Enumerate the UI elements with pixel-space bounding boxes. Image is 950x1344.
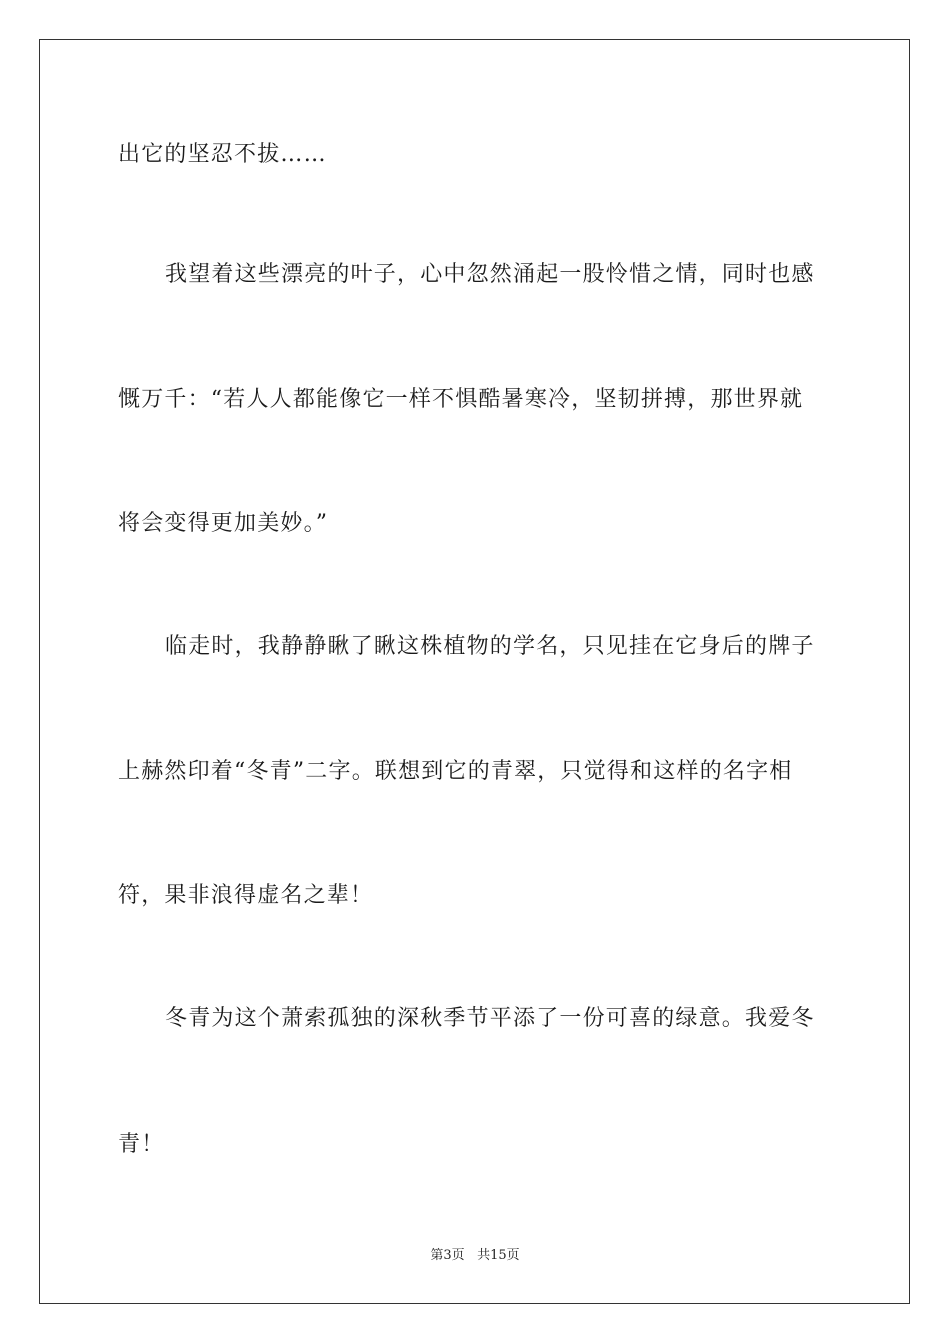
- text-line-3: 慨万千：“若人人都能像它一样不惧酷暑寒冷，坚韧拼搏，那世界就: [118, 387, 804, 412]
- page-total: 共15页: [477, 1248, 520, 1263]
- text-line-1: 出它的坚忍不拔……: [118, 142, 327, 167]
- text-line-4: 将会变得更加美妙。”: [118, 511, 329, 536]
- text-line-6: 上赫然印着“冬青”二字。联想到它的青翠，只觉得和这样的名字相: [118, 759, 793, 784]
- page-border: [39, 39, 910, 1304]
- text-line-9: 青！: [118, 1132, 165, 1157]
- page-number: 第3页: [430, 1248, 465, 1263]
- page-footer: [0, 1248, 950, 1264]
- text-line-5: 临走时，我静静瞅了瞅这株植物的学名，只见挂在它身后的牌子: [165, 634, 815, 659]
- text-line-8: 冬青为这个萧索孤独的深秋季节平添了一份可喜的绿意。我爱冬: [165, 1006, 815, 1031]
- text-line-2: 我望着这些漂亮的叶子，心中忽然涌起一股怜惜之情，同时也感: [165, 262, 815, 287]
- text-line-7: 符，果非浪得虚名之辈！: [118, 883, 374, 908]
